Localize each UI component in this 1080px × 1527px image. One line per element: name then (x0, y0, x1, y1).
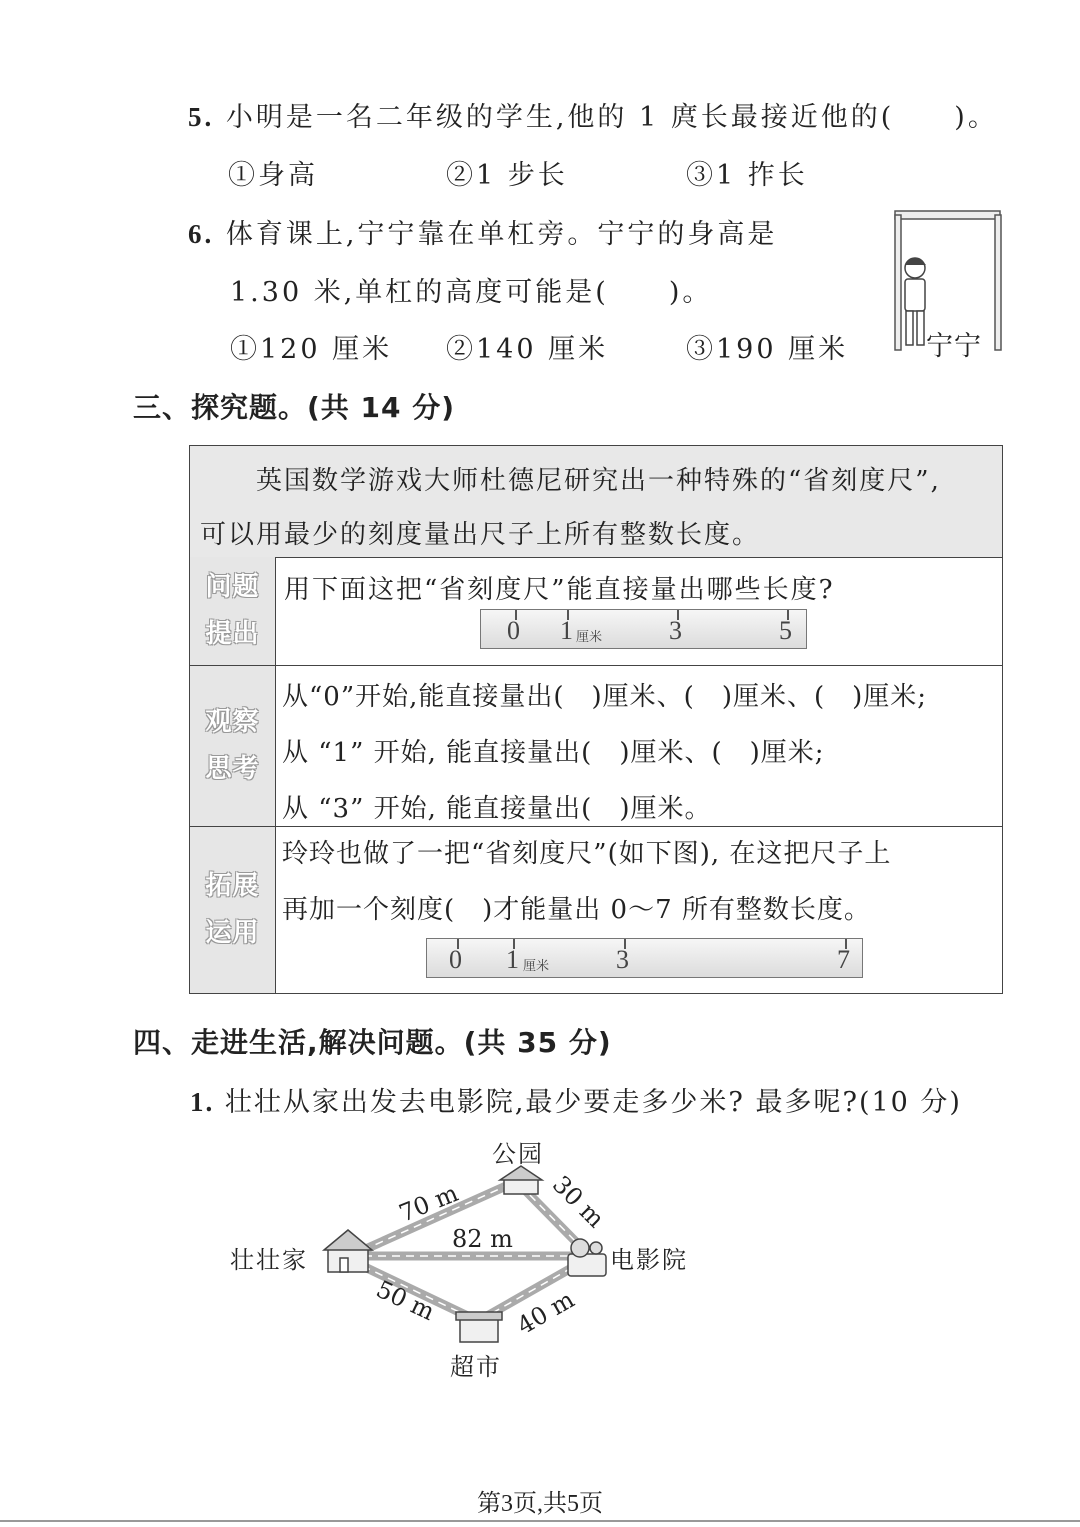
label-question (190, 557, 276, 665)
dist-park-cinema: 30 m (547, 1170, 610, 1234)
row-extend (190, 827, 1002, 993)
child-label: 宁宁 (926, 331, 982, 362)
park-icon (500, 1166, 542, 1194)
extend-line-2: 再加一个刻度( )才能量出 0～7 所有整数长度。 (282, 895, 871, 925)
dist-home-market: 50 m (371, 1274, 439, 1327)
label-extend-1: 拓展 (205, 871, 260, 901)
q6-option-3: ③190 厘米 (686, 334, 849, 365)
s4-q1-number: 1. (190, 1087, 215, 1117)
bar-post-left (895, 215, 901, 350)
row-observe (190, 666, 1002, 827)
ruler2-mark-7: 7 (837, 945, 850, 974)
observe-line-2: 从 “1” 开始, 能直接量出( )厘米、( )厘米; (282, 738, 825, 768)
s4-q1-text: 壮壮从家出发去电影院,最少要走多少米? 最多呢?(10 分) (224, 1087, 962, 1118)
label-observe-2: 思考 (205, 754, 260, 784)
intro-block (190, 446, 1002, 558)
label-park: 公园 (492, 1140, 544, 1168)
ruler-2 (426, 938, 863, 978)
route-map (220, 1130, 720, 1390)
q5-option-2: ②1 步长 (446, 160, 568, 191)
row1-text: 用下面这把“省刻度尺”能直接量出哪些长度? (284, 575, 835, 605)
bar-top (895, 211, 1000, 219)
market-icon (456, 1312, 502, 1342)
label-extend (190, 827, 276, 993)
q5-text: 小明是一名二年级的学生,他的 1 庹长最接近他的( )。 (225, 102, 998, 133)
label-observe-1: 观察 (205, 707, 260, 737)
q6-option-2: ②140 厘米 (446, 334, 609, 365)
bar-post-right (995, 215, 1001, 350)
q6-number: 6. (188, 219, 215, 249)
label-home: 壮壮家 (230, 1246, 308, 1274)
ruler2-unit: 厘米 (523, 959, 550, 974)
intro-line-2: 可以用最少的刻度量出尺子上所有整数长度。 (200, 520, 761, 550)
ruler2-mark-1: 1 (506, 945, 519, 974)
q6-text-1: 体育课上,宁宁靠在单杠旁。宁宁的身高是 (225, 219, 778, 250)
q5-option-3: ③1 拃长 (686, 160, 808, 191)
q6-text-2: 1.30 米,单杠的高度可能是( )。 (230, 277, 713, 308)
ruler1-mark-5: 5 (779, 616, 792, 645)
ruler2-mark-3: 3 (616, 945, 629, 974)
bottom-divider (0, 1520, 1080, 1522)
ruler-1 (480, 609, 807, 649)
row-question (190, 557, 1002, 666)
q5-option-1: ①身高 (228, 160, 318, 191)
q6-line1 (188, 212, 777, 251)
dist-market-cinema: 40 m (512, 1285, 580, 1341)
label-cinema: 电影院 (610, 1246, 688, 1274)
section3-title: 三、探究题。(共 14 分) (133, 391, 456, 424)
cinema-icon (568, 1239, 606, 1276)
ruler1-mark-1: 1 (560, 616, 573, 645)
q5-line (188, 95, 998, 134)
s4-q1-line (190, 1080, 962, 1119)
label-observe (190, 666, 276, 826)
exploration-panel (189, 445, 1003, 994)
label-market: 超市 (450, 1353, 502, 1381)
q5-number: 5. (188, 102, 215, 132)
label-question-2: 提出 (205, 619, 260, 649)
section4-title: 四、走进生活,解决问题。(共 35 分) (133, 1026, 612, 1059)
ruler2-mark-0: 0 (449, 945, 462, 974)
label-extend-2: 运用 (205, 918, 260, 948)
dist-home-cinema: 82 m (452, 1225, 513, 1253)
ruler1-mark-0: 0 (507, 616, 520, 645)
home-icon (324, 1230, 372, 1272)
q6-option-1: ①120 厘米 (230, 334, 393, 365)
extend-line-1: 玲玲也做了一把“省刻度尺”(如下图), 在这把尺子上 (282, 839, 892, 869)
ruler1-mark-3: 3 (669, 616, 682, 645)
ruler1-unit: 厘米 (576, 630, 603, 645)
observe-line-3: 从 “3” 开始, 能直接量出( )厘米。 (282, 794, 712, 824)
observe-line-1: 从“0”开始,能直接量出( )厘米、( )厘米、( )厘米; (282, 682, 928, 712)
page-footer: 第3页,共5页 (477, 1491, 603, 1517)
child-figure-icon (905, 258, 926, 345)
label-question-1: 问题 (205, 572, 260, 602)
dist-home-park: 70 m (395, 1178, 463, 1228)
intro-line-1: 英国数学游戏大师杜德尼研究出一种特殊的“省刻度尺”, (256, 466, 941, 496)
